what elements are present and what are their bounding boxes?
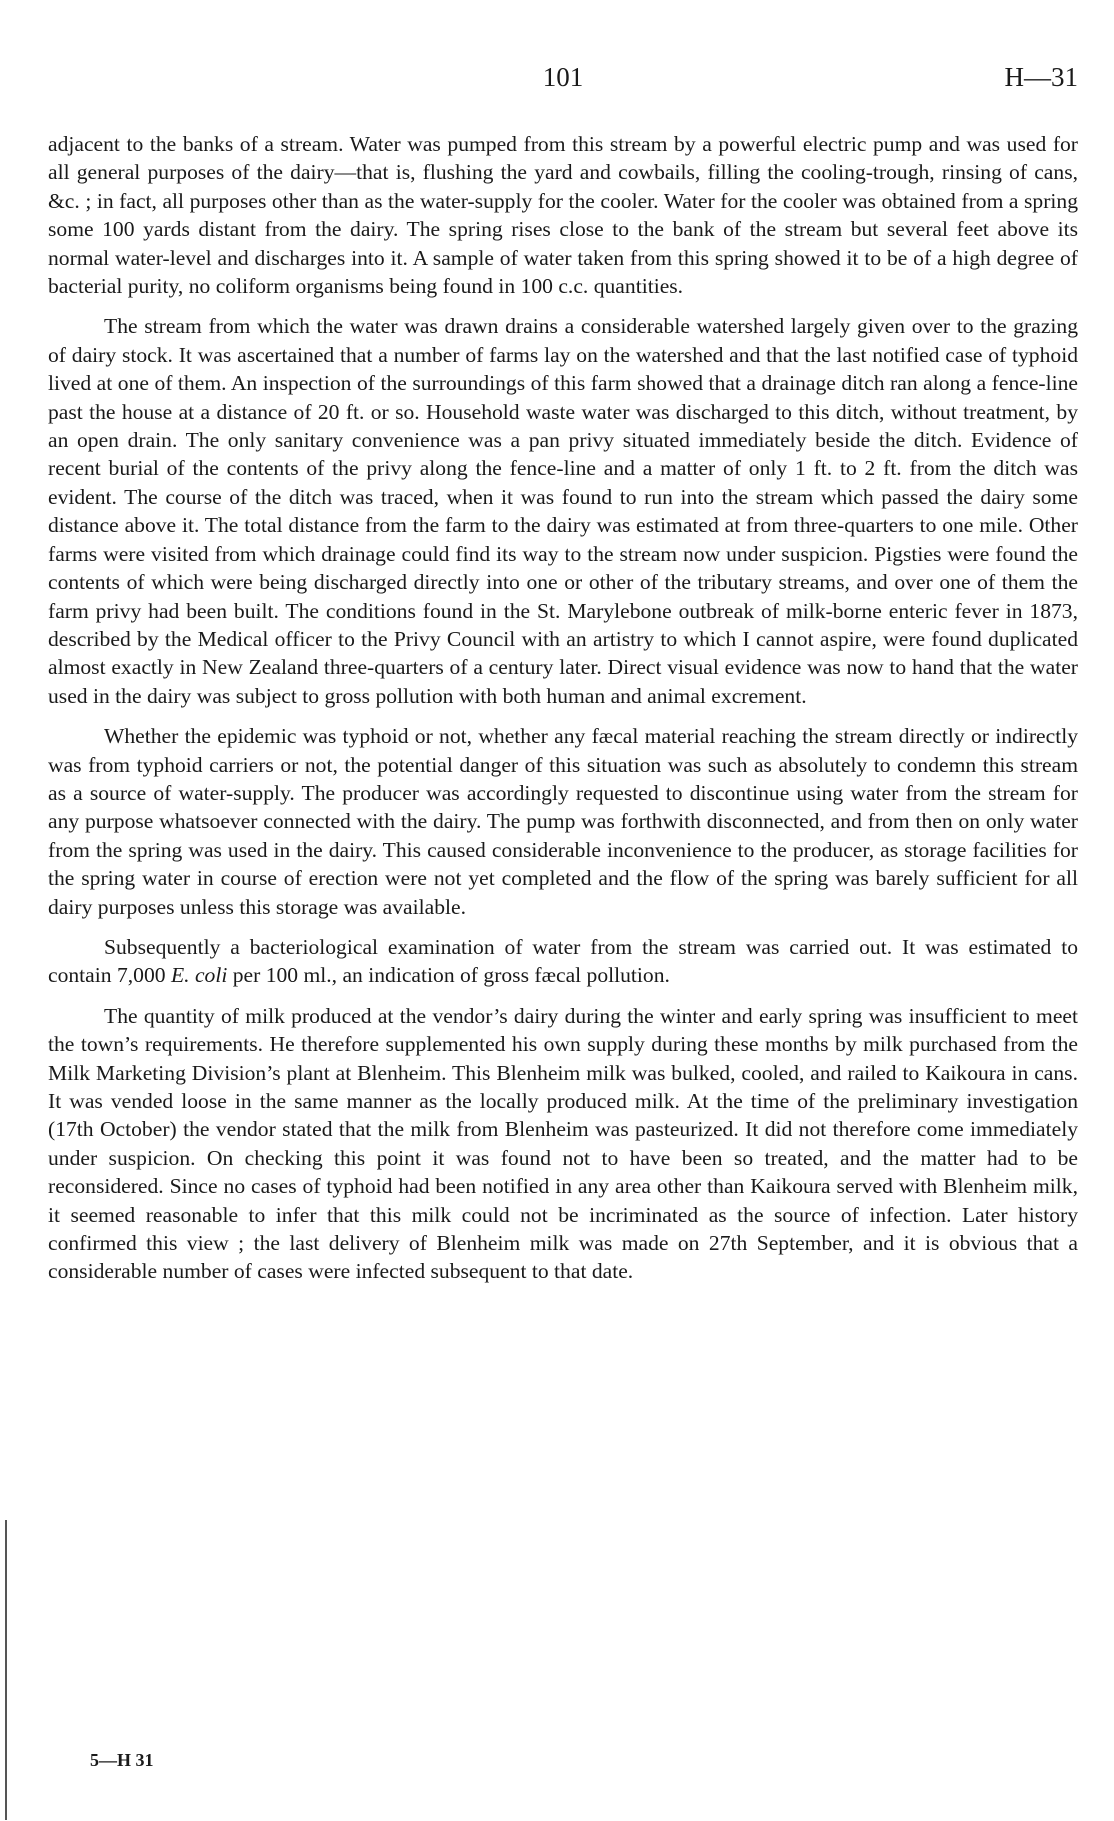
paragraph-stream-water: adjacent to the banks of a stream. Water was pumped from this stream by a powerful electric pump and was used for all general purposes of the dairy—that is, flushing the yard and cowbails, filling the cooling-trough, rinsing of cans, &c. ; in fact, all purposes other than as the water-supply for the cooler. Water for the cooler was obtained from a spring some 100 yards distant from the dairy. The spring rises close to the bank of the stream but several feet above its normal water-level and discharges into it. A sample of water taken from this spring showed it to be of a high degree of bacterial purity, no coliform organisms being found in 100 c.c. quantities. — [48, 132, 1078, 299]
page-header — [48, 62, 1078, 102]
exam-text-before: Subsequently a bacteriological examination of water from the stream was carried out. It was estimated to contain 7,000 — [48, 934, 1078, 988]
paragraph-bacteriological-exam — [48, 933, 1078, 990]
document-reference: H—31 — [1004, 62, 1078, 92]
exam-text-after: per 100 ml., an indication of gross fæcal pollution. — [227, 963, 670, 988]
paragraph-epidemic-danger: Whether the epidemic was typhoid or not, whether any fæcal material reaching the stream directly or indirectly was from typhoid carriers or not, the potential danger of this situation was such as absolutely to condemn this stream as a source of water-supply. The producer was accordingly requested to discontinue using water from the stream for any purpose whatsoever connected with the dairy. The pump was forthwith disconnected, and from then on only water from the spring was used in the dairy. This caused considerable inconvenience to the producer, as storage facilities for the spring water in course of erection were not yet completed and the flow of the spring was barely sufficient for all dairy purposes unless this storage was available. — [48, 724, 1078, 919]
page-number: 101 — [542, 62, 584, 92]
body-text — [48, 130, 1078, 1298]
paragraph-blenheim-milk: The quantity of milk produced at the vendor’s dairy during the winter and early spring was insufficient to meet the town’s requirements. He therefore supplemented his own supply during these months by milk purchased from the Milk Marketing Division’s plant at Blenheim. This Blenheim milk was bulked, cooled, and railed to Kaikoura in cans. It was vended loose in the same manner as the locally produced milk. At the time of the preliminary investigation (17th October) the vendor stated that the milk from Blenheim was pasteurized. It did not therefore come immediately under suspicion. On checking this point it was found not to have been so treated, and the matter had to be reconsidered. Since no cases of typhoid had been notified in any area other than Kaikoura served with Blenheim milk, it seemed reasonable to infer that this milk could not be incriminated as the source of infection. Later history confirmed this view ; the last delivery of Blenheim milk was made on 27th September, and it is obvious that a considerable number of cases were infected subsequent to that date. — [48, 1003, 1078, 1284]
binding-edge-line — [5, 1520, 7, 1820]
organism-name: E. coli — [170, 963, 228, 988]
signature-reference: 5—H 31 — [90, 1750, 154, 1770]
paragraph-watershed-inspection: The stream from which the water was drawn drains a considerable watershed largely given over to the grazing of dairy stock. It was ascertained that a number of farms lay on the watershed and that the last notified case of typhoid lived at one of them. An inspection of the surroundings of this farm showed that a drainage ditch ran along a fence-line past the house at a distance of 20 ft. or so. Household waste water was discharged to this ditch, without treatment, by an open drain. The only sanitary convenience was a pan privy situated immediately beside the ditch. Evidence of recent burial of the contents of the privy along the fence-line and a matter of only 1 ft. to 2 ft. from the ditch was evident. The course of the ditch was traced, when it was found to run into the stream which passed the dairy some distance above it. The total distance from the farm to the dairy was estimated at from three-quarters to one mile. Other farms were visited from which drainage could find its way to the stream now under suspicion. Pigsties were found the contents of which were being discharged directly into one or other of the tributary streams, and over one of them the farm privy had been built. The conditions found in the St. Marylebone outbreak of milk-borne enteric fever in 1873, described by the Medical officer to the Privy Council with an artistry to which I cannot aspire, were found duplicated almost exactly in New Zealand three-quarters of a century later. Direct visual evidence was now to hand that the water used in the dairy was subject to gross pollution with both human and animal excrement. — [48, 314, 1078, 708]
